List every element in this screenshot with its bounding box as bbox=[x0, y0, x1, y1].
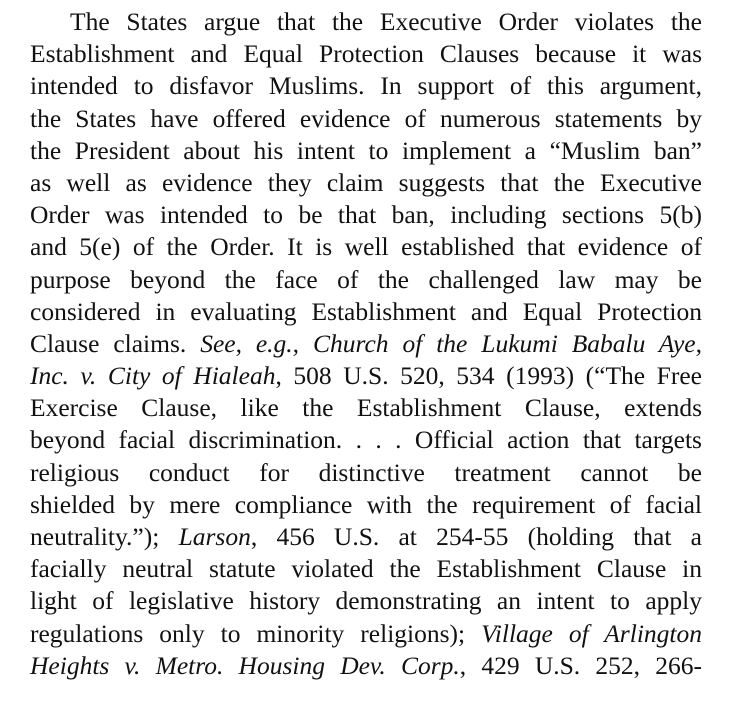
text-segment: and 5(e) of the Order. It is well established that evidence of bbox=[30, 232, 702, 262]
text-segment: light of legislative history demonstrating an intent to apply bbox=[30, 586, 702, 616]
text-segment: religious conduct for distinctive treatment cannot be bbox=[30, 457, 702, 487]
text-segment: considered in evaluating Establishment and Equal Protection bbox=[30, 296, 702, 326]
text-line bbox=[30, 618, 702, 650]
text-line bbox=[30, 553, 702, 585]
citation-italic: See, e.g., Church of the Lukumi Babalu Aye, bbox=[200, 328, 702, 358]
citation-italic: Village of Arlington bbox=[481, 618, 702, 648]
text-segment: Establishment and Equal Protection Clauses because it was bbox=[30, 39, 702, 69]
text-line bbox=[30, 167, 702, 199]
text-segment: beyond facial discrimination. . . . Official action that targets bbox=[30, 425, 702, 455]
text-line bbox=[30, 103, 702, 135]
text-segment: intended to disfavor Muslims. In support of this argument, bbox=[30, 71, 702, 101]
text-segment: the States have offered evidence of numerous statements by bbox=[30, 103, 702, 133]
text-line bbox=[30, 650, 702, 682]
citation-italic: Heights v. Metro. Housing Dev. Corp. bbox=[30, 650, 460, 680]
citation-italic: Larson bbox=[178, 522, 251, 551]
text-line bbox=[30, 585, 702, 617]
text-line bbox=[30, 424, 702, 456]
text-line bbox=[30, 135, 702, 167]
text-segment: the President about his intent to implement a “Muslim ban” bbox=[30, 135, 702, 165]
text-segment: Clause claims. bbox=[30, 328, 201, 358]
body-paragraph bbox=[30, 6, 702, 682]
text-line bbox=[30, 489, 702, 521]
text-line bbox=[30, 231, 702, 263]
text-line bbox=[30, 360, 702, 392]
text-line bbox=[30, 296, 702, 328]
text-segment: Exercise Clause, like the Establishment Clause, extends bbox=[30, 393, 702, 423]
text-segment: , 429 U.S. 252, 266- bbox=[459, 650, 703, 680]
text-segment: as well as evidence they claim suggests that the Executive bbox=[30, 167, 702, 197]
text-line bbox=[30, 392, 702, 424]
text-line bbox=[30, 521, 702, 553]
text-line bbox=[30, 457, 702, 489]
document-page bbox=[30, 6, 702, 682]
text-line bbox=[30, 199, 702, 231]
text-segment: shielded by mere compliance with the requirement of facial bbox=[30, 489, 702, 519]
text-segment: The States argue that the Executive Order violates the bbox=[70, 7, 702, 36]
text-line bbox=[30, 70, 702, 102]
text-segment: , 456 U.S. at 254-55 (holding that a bbox=[250, 522, 702, 551]
text-segment: neutrality.”); bbox=[30, 522, 179, 551]
text-segment: purpose beyond the face of the challenged law may be bbox=[30, 264, 702, 294]
text-segment: regulations only to minority religions); bbox=[30, 618, 482, 648]
text-line bbox=[30, 6, 702, 38]
text-segment: facially neutral statute violated the Establishment Clause in bbox=[30, 554, 702, 584]
text-segment: Order was intended to be that ban, including sections 5(b) bbox=[30, 200, 702, 230]
text-line bbox=[30, 264, 702, 296]
text-line bbox=[30, 328, 702, 360]
text-line bbox=[30, 38, 702, 70]
citation-italic: Inc. v. City of Hialeah bbox=[30, 361, 276, 391]
text-segment: , 508 U.S. 520, 534 (1993) (“The Free bbox=[275, 361, 702, 391]
